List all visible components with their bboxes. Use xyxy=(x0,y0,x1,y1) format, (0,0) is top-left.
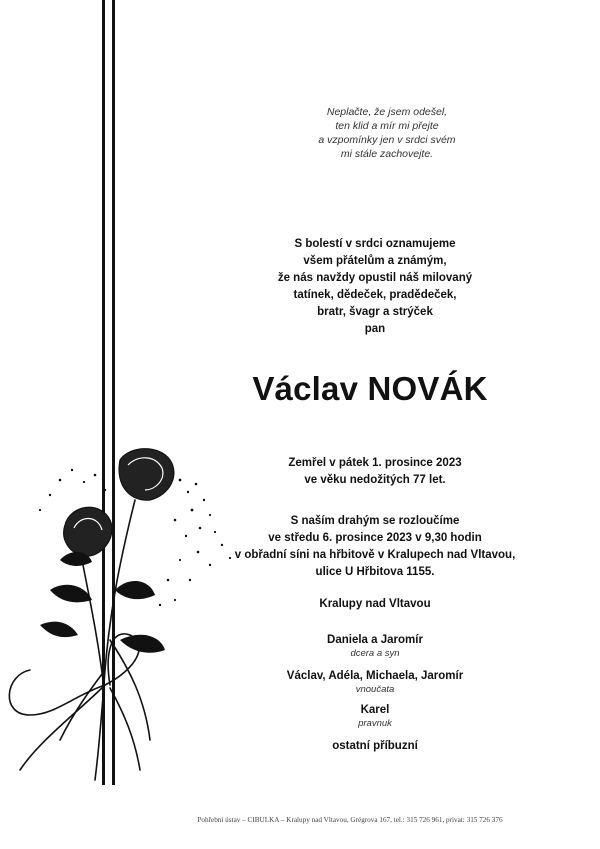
place-line: Kralupy nad Vltavou xyxy=(319,598,431,610)
funeral-line: S naším drahým se rozloučíme xyxy=(290,515,460,527)
other-relatives: ostatní příbuzní xyxy=(332,740,418,752)
mourner-names: Karel xyxy=(360,704,390,716)
mourner-group xyxy=(210,668,540,696)
poem-line: a vzpomínky jen v srdci svém xyxy=(318,134,456,146)
mourner-names: Daniela a Jaromír xyxy=(327,634,423,646)
poem-line: Neplačte, že jsem odešel, xyxy=(326,106,448,118)
announcement-line: S bolestí v srdci oznamujeme xyxy=(294,238,456,250)
funeral-home-footer: Pohřební ústav – CIBULKA – Kralupy nad Vltavou, Grégrova 167, tel.: 315 726 961, privat: 315 726 376 xyxy=(197,816,503,824)
death-details xyxy=(210,455,540,489)
funeral-details xyxy=(210,513,540,581)
poem-line: mi stále zachovejte. xyxy=(340,148,434,160)
rose-bouquet-illustration xyxy=(0,440,250,785)
mourner-group xyxy=(210,702,540,730)
mourner-relation: vnoučata xyxy=(355,684,395,695)
funeral-line: ulice U Hřbitova 1155. xyxy=(315,566,435,578)
mourner-group xyxy=(210,632,540,660)
announcement-line: tatínek, dědeček, pradědeček, xyxy=(293,289,457,301)
announcement-line: všem přátelům a známým, xyxy=(303,255,447,267)
mourner-relation: pravnuk xyxy=(358,718,392,729)
funeral-line: v obřadní síni na hřbitově v Kralupech nad Vltavou, xyxy=(234,549,516,561)
announcement-text xyxy=(210,236,540,338)
announcement-line: bratr, švagr a strýček xyxy=(317,306,433,318)
announcement-line: že nás navždy opustil náš milovaný xyxy=(277,272,473,284)
announcement-line: pan xyxy=(364,323,386,335)
memorial-poem xyxy=(262,105,512,161)
mourner-names: Václav, Adéla, Michaela, Jaromír xyxy=(286,670,464,682)
poem-line: ten klid a mír mi přejte xyxy=(335,120,439,132)
death-line: Zemřel v pátek 1. prosince 2023 xyxy=(288,457,462,469)
mourner-relation: dcera a syn xyxy=(350,648,400,659)
death-line: ve věku nedožitých 77 let. xyxy=(304,474,446,486)
deceased-name: Václav NOVÁK xyxy=(252,370,488,407)
funeral-line: ve středu 6. prosince 2023 v 9,30 hodin xyxy=(268,532,482,544)
